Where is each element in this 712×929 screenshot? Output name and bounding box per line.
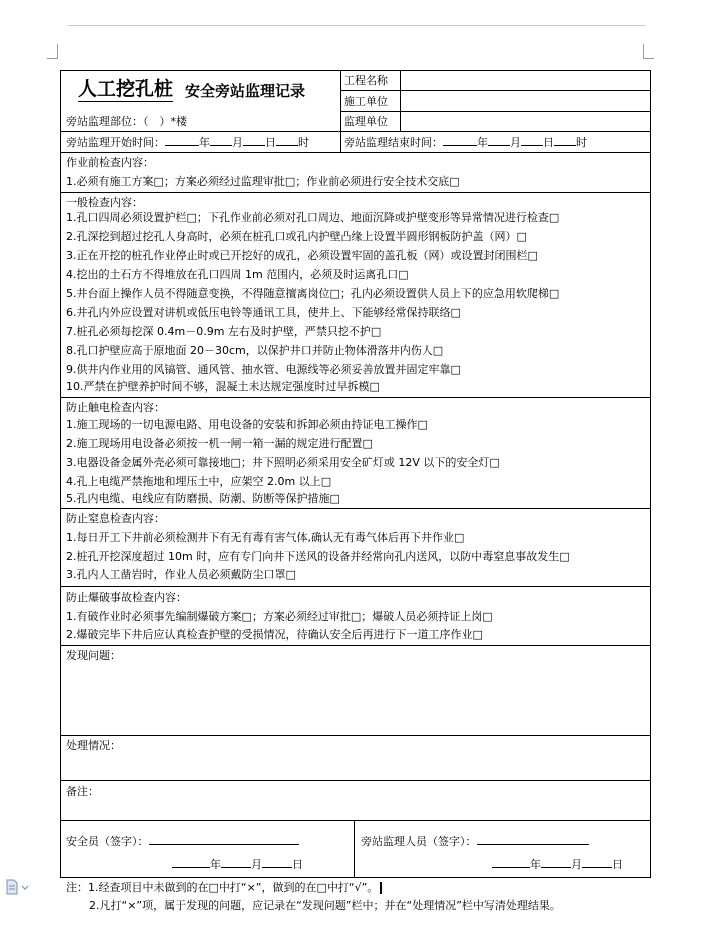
row-line: [60, 397, 651, 398]
start-time-label: 旁站监理开始时间：: [66, 136, 165, 149]
note-line-2: 2.凡打“×”项，属于发现的问题，应记录在“发现问题”栏中；并在“处理情况”栏中写清处理结果。: [89, 899, 561, 912]
pre-check-item: 1.必须有施工方案□；方案必须经过监理审批□；作业前必须进行安全技术交底□: [66, 175, 460, 188]
electric-check-item: 5.孔内电缆、电线应有防磨损、防潮、防断等保护措施□: [66, 492, 340, 505]
general-check-item: 6.井孔内外应设置对讲机或低压电铃等通讯工具，使井上、下能够经常保持联络□: [66, 306, 461, 319]
suffocation-check-item: 2.桩孔开挖深度超过 10m 时，应有专门向井下送风的设备并经常向孔内送风，以防中毒窒息事故发生□: [66, 550, 570, 563]
row-line: [60, 735, 651, 736]
row-line: [60, 152, 651, 153]
row-line: [60, 131, 651, 132]
construction-unit-label: 施工单位: [344, 95, 388, 108]
supervision-unit-label: 监理单位: [344, 115, 388, 128]
issues-label: 发现问题：: [66, 649, 121, 662]
blast-check-item: 1.有破作业时必须事先编制爆破方案□；方案必须经过审批□；爆破人员必须持证上岗□: [66, 610, 493, 623]
blast-check-title: 防止爆破事故检查内容：: [66, 591, 187, 604]
general-check-item: 1.孔口四周必须设置护栏□；下孔作业前必须对孔口周边、地面沉降或护壁变形等异常情况进行检查□: [66, 211, 560, 224]
location-label: 旁站监理部位：（ ）*楼: [66, 115, 187, 128]
note-line-1: 注：1.经查项目中未做到的在□中打“×”，做到的在□中打“√”。: [66, 880, 382, 895]
end-time-row: 旁站监理结束时间： 年 月 日 时: [344, 136, 587, 149]
header-label-divider: [400, 70, 401, 131]
row-line: [60, 508, 651, 509]
general-check-item: 5.井台面上操作人员不得随意变换，不得随意擅离岗位□；孔内必须设置供人员上下的应急用软爬梯□: [66, 287, 560, 300]
row-line: [340, 90, 651, 91]
pre-check-title: 作业前检查内容：: [66, 156, 154, 169]
text-cursor: [380, 882, 382, 894]
general-check-item: 10.严禁在护壁养护时间不够，混凝土未达规定强度时过早拆模□: [66, 380, 380, 393]
safety-officer-date: 年 月 日: [172, 855, 303, 872]
supervisor-signature: [361, 832, 589, 849]
row-line: [340, 111, 651, 112]
form-title: 人工挖孔桩: [78, 78, 174, 100]
electric-check-item: 4.孔上电缆严禁拖地和埋压土中，应架空 2.0m 以上□: [66, 475, 332, 488]
electric-check-title: 防止触电检查内容：: [66, 401, 165, 414]
margin-corner-left: [47, 44, 58, 59]
document-icon[interactable]: [5, 879, 31, 895]
general-check-item: 7.桩孔必须每挖深 0.4m－0.9m 左右及时护壁，严禁只挖不护□: [66, 325, 382, 338]
supervisor-label: 旁站监理人员（签字）：: [361, 835, 477, 848]
electric-check-item: 1.施工现场的一切电源电路、用电设备的安装和拆卸必须由持证电工操作□: [66, 418, 428, 431]
general-check-item: 3.正在开挖的桩孔作业停止时或已开挖好的成孔，必须设置牢固的盖孔板（网）或设置封闭围栏□: [66, 249, 538, 262]
row-line: [60, 192, 651, 193]
form-subtitle: 安全旁站监理记录: [185, 82, 306, 100]
suffocation-check-item: 3.孔内人工凿岩时，作业人员必须戴防尘口罩□: [66, 568, 296, 581]
electric-check-item: 3.电器设备金属外壳必须可靠接地□；井下照明必须采用安全矿灯或 12V 以下的安全灯□: [66, 456, 500, 469]
project-name-label: 工程名称: [344, 74, 388, 87]
general-check-item: 8.孔口护壁应高于原地面 20－30cm，以保护井口并防止物体滑落井内伤人□: [66, 344, 444, 357]
handling-label: 处理情况：: [66, 739, 121, 752]
end-time-label: 旁站监理结束时间：: [344, 136, 443, 149]
suffocation-check-title: 防止窒息检查内容：: [66, 512, 165, 525]
remarks-label: 备注：: [66, 785, 99, 798]
general-check-item: 4.挖出的土石方不得堆放在孔口四周 1m 范围内，必须及时运离孔口□: [66, 268, 409, 281]
row-line: [60, 780, 651, 781]
safety-officer-signature: [66, 832, 299, 849]
margin-corner-right: [643, 44, 654, 59]
supervisor-date: 年 月 日: [492, 855, 623, 872]
row-line: [60, 586, 651, 587]
blast-check-item: 2.爆破完毕下井后应认真检查护壁的受损情况，待确认安全后再进行下一道工序作业□: [66, 628, 483, 641]
row-line: [60, 645, 651, 646]
general-check-title: 一般检查内容：: [66, 196, 143, 209]
general-check-item: 2.孔深挖到超过挖孔人身高时，必须在桩孔口或孔内护壁凸缘上设置半圆形钢板防护盖（网）□: [66, 230, 527, 243]
signature-divider: [354, 820, 355, 878]
start-time-row: 旁站监理开始时间： 年 月 日 时: [66, 136, 309, 149]
page-header-line: [68, 25, 646, 26]
electric-check-item: 2.施工现场用电设备必须按一机一闸一箱一漏的规定进行配置□: [66, 437, 373, 450]
general-check-item: 9.供井内作业用的风镐管、通风管、抽水管、电源线等必须妥善放置并固定牢靠□: [66, 363, 461, 376]
suffocation-check-item: 1.每日开工下井前必须检测井下有无有毒有害气体,确认无有毒气体后再下井作业□: [66, 531, 465, 544]
row-line: [60, 820, 651, 821]
safety-officer-label: 安全员（签字）：: [66, 835, 149, 848]
